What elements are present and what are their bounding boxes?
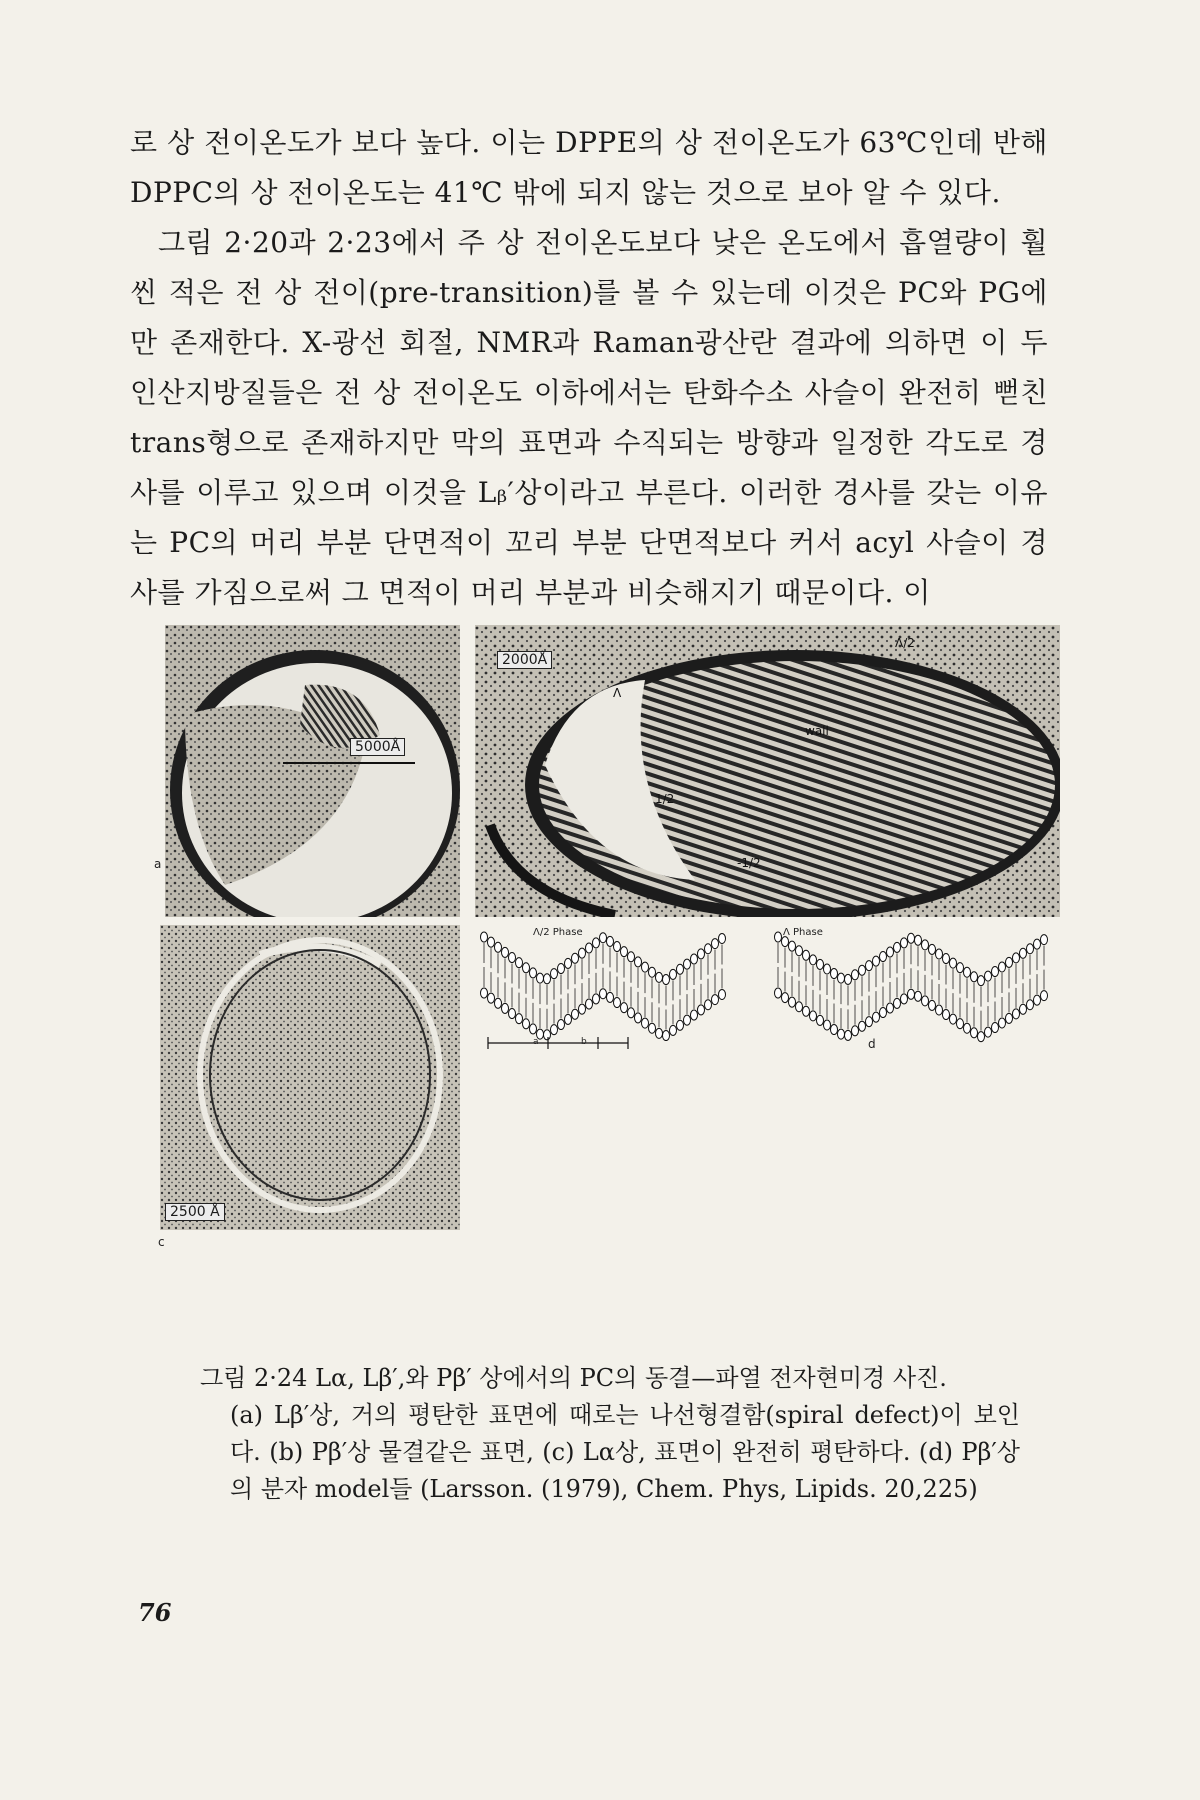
lipid-head	[880, 1008, 887, 1018]
panel-a-letter: a	[154, 857, 162, 871]
lipid-head	[1041, 935, 1048, 945]
figure-2-24	[154, 625, 1060, 1360]
panel-d-model	[478, 925, 1060, 1075]
lipid-head	[572, 953, 579, 963]
lipid-head	[999, 1018, 1006, 1028]
lipid-head	[1013, 953, 1020, 963]
lipid-head	[677, 1020, 684, 1030]
lipid-head	[1034, 939, 1041, 949]
lipid-head	[789, 997, 796, 1007]
lipid-head	[1006, 957, 1013, 967]
lipid-head	[684, 959, 691, 969]
panel-b-label-lambda-half: Λ/2	[895, 636, 915, 650]
lipid-head	[607, 992, 614, 1002]
lipid-head	[1020, 948, 1027, 958]
lipid-head	[1034, 995, 1041, 1005]
lipid-head	[817, 1015, 824, 1025]
lipid-head	[985, 1027, 992, 1037]
lipid-head	[607, 936, 614, 946]
panel-c-micrograph	[160, 925, 460, 1230]
lipid-head	[544, 1030, 551, 1040]
lipid-head	[565, 1014, 572, 1024]
lipid-head	[887, 947, 894, 957]
lipid-head	[712, 939, 719, 949]
lipid-head	[579, 948, 586, 958]
panel-a-micrograph	[165, 625, 460, 917]
lipid-head	[978, 976, 985, 986]
lipid-head	[992, 967, 999, 977]
panel-a-image	[165, 625, 460, 917]
lipid-head	[565, 958, 572, 968]
lipid-head	[957, 963, 964, 973]
lipid-head	[698, 1005, 705, 1015]
lipid-head	[691, 954, 698, 964]
lipid-head	[838, 1029, 845, 1039]
lipid-head	[908, 989, 915, 999]
lipid-head	[544, 974, 551, 984]
lipid-head	[908, 933, 915, 943]
lipid-head	[1006, 1013, 1013, 1023]
lipid-head	[957, 1019, 964, 1029]
lipid-head	[810, 955, 817, 965]
panel-b-scale-label: 2000Å	[497, 651, 552, 669]
lipid-head	[789, 941, 796, 951]
lipid-head	[824, 964, 831, 974]
lipid-head	[775, 988, 782, 998]
lipid-head	[481, 932, 488, 942]
figure-caption	[200, 1360, 1020, 1508]
lipid-head	[936, 949, 943, 959]
lipid-head	[481, 988, 488, 998]
lipid-head	[558, 1020, 565, 1030]
lipid-head	[628, 1008, 635, 1018]
lipid-head	[495, 942, 502, 952]
lipid-head	[621, 947, 628, 957]
lipid-head	[509, 1009, 516, 1019]
lipid-head	[530, 968, 537, 978]
lipid-head	[936, 1005, 943, 1015]
lipid-head	[999, 962, 1006, 972]
lipid-head	[530, 1024, 537, 1034]
lipid-head	[621, 1003, 628, 1013]
lipid-head	[712, 995, 719, 1005]
caption-title: 그림 2·24 Lα, Lβ′,와 Pβ′ 상에서의 PC의 동결—파열 전자현미경 사진.	[200, 1364, 947, 1392]
lipid-head	[796, 1002, 803, 1012]
lipid-head	[663, 1031, 670, 1041]
lipid-head	[873, 1012, 880, 1022]
lipid-head	[950, 1014, 957, 1024]
lipid-head	[915, 935, 922, 945]
panel-d-right-title: Λ Phase	[783, 927, 823, 938]
panel-c-letter: c	[158, 1235, 165, 1249]
lipid-head	[551, 1025, 558, 1035]
body-paragraph-2: 그림 2·20과 2·23에서 주 상 전이온도보다 낮은 온도에서 흡열량이 훨씬 적은 전 상 전이(pre-transition)를 볼 수 있는데 이것은 PC와 PG에만 존재한다. X-광선 회절, NMR과 Raman광산란 결과에 의하면 이 두 인산지방질들은 전 상 전이온도 이하에서는 탄화수소 사슬이 완전히 뻗친 trans형으로 존재하지만 막의 표면과 수직되는 방향과 일정한 각도로 경사를 이루고 있으며 이것을 Lᵦ′상이라고 부른다. 이러한 경사를 갖는 이유는 PC의 머리 부분 단면적이 꼬리 부분 단면적보다 커서 acyl 사슬이 경사를 가짐으로써 그 면적이 머리 부분과 비슷해지기 때문이다. 이	[130, 226, 1048, 609]
panel-b-micrograph	[475, 625, 1060, 917]
lipid-head	[922, 996, 929, 1006]
lipid-head	[523, 963, 530, 973]
lipid-head	[824, 1020, 831, 1030]
lipid-head	[845, 974, 852, 984]
lipid-head	[796, 946, 803, 956]
lipid-head	[901, 938, 908, 948]
lipid-head	[502, 947, 509, 957]
page-number: 76	[138, 1598, 172, 1627]
panel-a-scale-label: 5000Å	[350, 738, 405, 756]
caption-description: (a) Lβ′상, 거의 평탄한 표면에 때로는 나선형결함(spiral defect)이 보인다. (b) Pβ′상 물결같은 표면, (c) Lα상, 표면이 완전히 평탄하다. (d) Pβ′상의 분자 model들 (Larsson. (1979), Chem. Phys, Lipids. 20,225)	[230, 1401, 1020, 1503]
lipid-head	[887, 1003, 894, 1013]
lipid-head	[719, 933, 726, 943]
lipid-head	[971, 972, 978, 982]
lipid-head	[782, 937, 789, 947]
lipid-head	[943, 954, 950, 964]
lipid-head	[894, 942, 901, 952]
panel-b-label-wall: wall	[805, 724, 829, 738]
lipid-head	[964, 967, 971, 977]
lipid-head	[950, 958, 957, 968]
body-paragraph-1: 로 상 전이온도가 보다 높다. 이는 DPPE의 상 전이온도가 63℃인데 반해 DPPC의 상 전이온도는 41℃ 밖에 되지 않는 것으로 보아 알 수 있다.	[130, 126, 1048, 209]
lipid-head	[775, 932, 782, 942]
panel-c-scale-label: 2500 Å	[165, 1203, 225, 1221]
lipid-head	[642, 1018, 649, 1028]
lipid-head	[852, 1026, 859, 1036]
lipid-head	[663, 975, 670, 985]
lipid-head	[600, 933, 607, 943]
panel-b-label-half: 1/2	[655, 792, 675, 806]
panel-b-label-lambda: Λ	[613, 686, 622, 700]
lipid-head	[635, 1013, 642, 1023]
lipid-head	[488, 937, 495, 947]
lipid-head	[880, 952, 887, 962]
lipid-head	[495, 998, 502, 1008]
lipid-head	[817, 959, 824, 969]
lipid-head	[635, 957, 642, 967]
lipid-head	[831, 969, 838, 979]
lipid-head	[901, 994, 908, 1004]
panel-c-image	[160, 925, 460, 1230]
lipid-head	[859, 1021, 866, 1031]
lipid-head	[922, 940, 929, 950]
lipid-head	[558, 964, 565, 974]
lipid-head	[894, 998, 901, 1008]
lipid-head	[1013, 1009, 1020, 1019]
lipid-head	[516, 1014, 523, 1024]
lipid-head	[656, 1028, 663, 1038]
panel-d-bilayer-models	[478, 925, 1060, 1075]
lipid-head	[593, 994, 600, 1004]
lipid-head	[705, 944, 712, 954]
panel-d-letter: d	[868, 1037, 876, 1051]
panel-b-label-minus-half: -1/2	[737, 856, 761, 870]
lipid-head	[502, 1003, 509, 1013]
lipid-head	[852, 970, 859, 980]
panel-d-marker-b: b	[581, 1037, 587, 1047]
lipid-head	[684, 1015, 691, 1025]
lipid-head	[698, 949, 705, 959]
lipid-head	[859, 965, 866, 975]
lipid-head	[810, 1011, 817, 1021]
lipid-head	[691, 1010, 698, 1020]
lipid-head	[628, 952, 635, 962]
lipid-head	[572, 1009, 579, 1019]
lipid-head	[642, 962, 649, 972]
lipid-head	[1027, 944, 1034, 954]
lipid-head	[677, 964, 684, 974]
lipid-head	[719, 989, 726, 999]
lipid-head	[1020, 1004, 1027, 1014]
lipid-head	[488, 993, 495, 1003]
lipid-head	[586, 999, 593, 1009]
lipid-head	[831, 1025, 838, 1035]
lipid-head	[656, 972, 663, 982]
panel-b-image	[475, 625, 1060, 917]
lipid-head	[509, 953, 516, 963]
lipid-head	[705, 1000, 712, 1010]
lipid-head	[929, 944, 936, 954]
lipid-head	[873, 956, 880, 966]
lipid-head	[929, 1000, 936, 1010]
lipid-head	[866, 1017, 873, 1027]
lipid-head	[985, 971, 992, 981]
lipid-head	[670, 969, 677, 979]
lipid-head	[943, 1010, 950, 1020]
panel-d-left-title: Λ/2 Phase	[533, 927, 583, 938]
lipid-head	[992, 1023, 999, 1033]
lipid-head	[523, 1019, 530, 1029]
lipid-head	[803, 950, 810, 960]
lipid-head	[537, 973, 544, 983]
lipid-head	[649, 967, 656, 977]
lipid-head	[593, 938, 600, 948]
lipid-head	[614, 998, 621, 1008]
lipid-head	[845, 1030, 852, 1040]
lipid-head	[915, 991, 922, 1001]
lipid-head	[964, 1023, 971, 1033]
body-text	[130, 118, 1048, 618]
lipid-head	[586, 943, 593, 953]
lipid-head	[971, 1028, 978, 1038]
lipid-head	[803, 1006, 810, 1016]
lipid-head	[978, 1032, 985, 1042]
lipid-head	[516, 958, 523, 968]
lipid-head	[1027, 1000, 1034, 1010]
lipid-head	[838, 973, 845, 983]
panel-d-marker-a: a	[533, 1037, 539, 1047]
lipid-head	[551, 969, 558, 979]
lipid-head	[1041, 991, 1048, 1001]
lipid-head	[600, 989, 607, 999]
lipid-head	[782, 993, 789, 1003]
lipid-head	[670, 1025, 677, 1035]
lipid-head	[649, 1023, 656, 1033]
lipid-head	[614, 942, 621, 952]
lipid-head	[866, 961, 873, 971]
lipid-head	[579, 1004, 586, 1014]
